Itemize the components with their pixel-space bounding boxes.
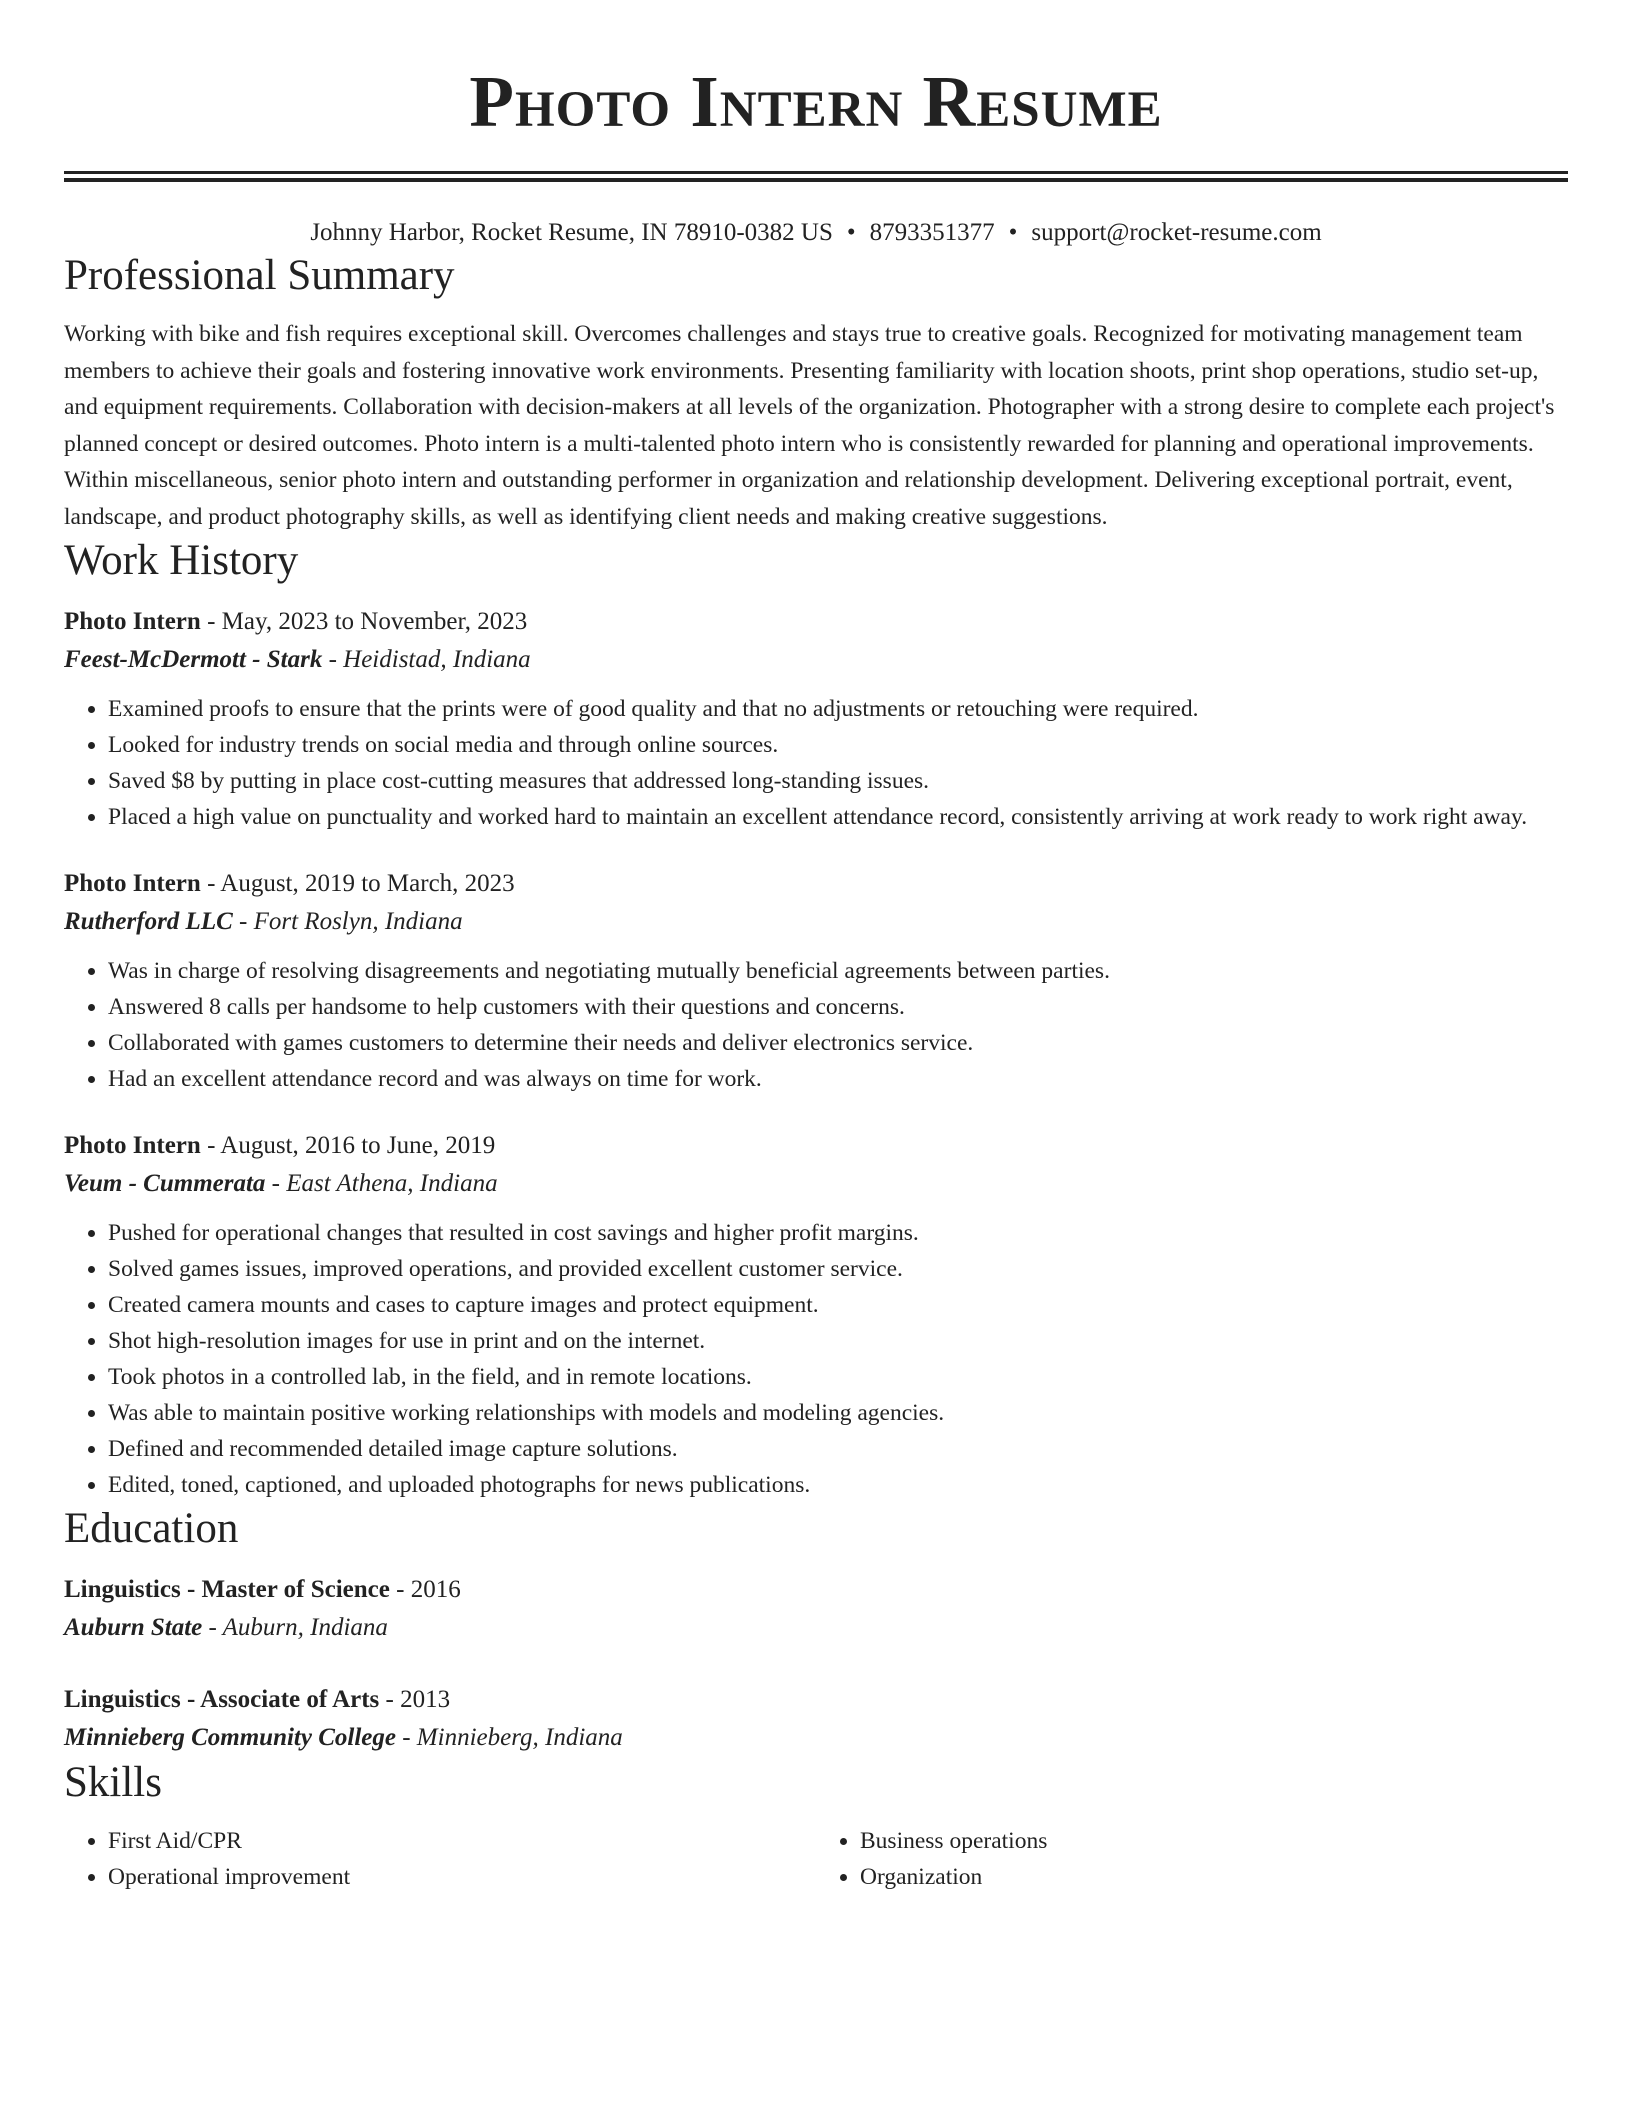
job-title: Photo Intern <box>64 870 201 897</box>
list-item: • Created camera mounts and cases to capture images and protect equipment. <box>108 1287 1568 1323</box>
skills-grid <box>64 1823 1568 1895</box>
summary-heading: Professional Summary <box>64 252 455 299</box>
job-title: Photo Intern <box>64 608 201 635</box>
job-entry-3 <box>64 1127 1568 1503</box>
job-title-line <box>64 865 1568 903</box>
job-entry-1 <box>64 603 1568 835</box>
job-dates: - May, 2023 to November, 2023 <box>200 608 528 635</box>
list-item: • Had an excellent attendance record and was always on time for work. <box>108 1061 1568 1097</box>
list-item: • Looked for industry trends on social media and through online sources. <box>108 727 1568 763</box>
title-double-rule <box>64 171 1568 182</box>
contact-phone: 8793351377 <box>869 219 995 246</box>
job-bullets <box>64 691 1568 835</box>
employer-line <box>64 903 1568 941</box>
skills-column-left <box>64 1823 816 1895</box>
skills-heading: Skills <box>64 1759 162 1806</box>
school-name: Minnieberg Community College <box>64 1724 396 1751</box>
skill-item: • Operational improvement <box>108 1859 816 1895</box>
employer-line <box>64 641 1568 679</box>
employer-line <box>64 1165 1568 1203</box>
employer-location: - Heidistad, Indiana <box>322 646 531 673</box>
school-location: - Auburn, Indiana <box>202 1614 388 1641</box>
degree-name: Linguistics - Master of Science <box>64 1576 390 1603</box>
job-bullets <box>64 1215 1568 1503</box>
contact-separator-2: • <box>1008 219 1018 246</box>
education-heading: Education <box>64 1505 239 1552</box>
job-bullets <box>64 953 1568 1097</box>
school-line <box>64 1609 1568 1647</box>
job-title-line <box>64 1127 1568 1165</box>
skill-item: • Organization <box>860 1859 1568 1895</box>
list-item: • Shot high-resolution images for use in print and on the internet. <box>108 1323 1568 1359</box>
employer-location: - Fort Roslyn, Indiana <box>232 908 463 935</box>
work-history-heading: Work History <box>64 537 299 584</box>
school-line <box>64 1719 1568 1757</box>
contact-email: support@rocket-resume.com <box>1031 219 1322 246</box>
degree-line <box>64 1681 1568 1719</box>
list-item: • Collaborated with games customers to determine their needs and deliver electronics service. <box>108 1025 1568 1061</box>
degree-year: - 2013 <box>379 1686 451 1713</box>
list-item: • Placed a high value on punctuality and worked hard to maintain an excellent attendance record, consistently arriving at work ready to work right away. <box>108 799 1568 835</box>
job-title-line <box>64 603 1568 641</box>
list-item: • Edited, toned, captioned, and uploaded photographs for news publications. <box>108 1467 1568 1503</box>
employer-name: Feest-McDermott - Stark <box>64 646 323 673</box>
skills-column-right <box>816 1823 1568 1895</box>
contact-separator-1: • <box>846 219 856 246</box>
list-item: • Took photos in a controlled lab, in the field, and in remote locations. <box>108 1359 1568 1395</box>
list-item: • Was able to maintain positive working relationships with models and modeling agencies. <box>108 1395 1568 1431</box>
school-name: Auburn State <box>64 1614 203 1641</box>
list-item: • Pushed for operational changes that resulted in cost savings and higher profit margins. <box>108 1215 1568 1251</box>
education-entry-1 <box>64 1571 1568 1647</box>
list-item: • Defined and recommended detailed image capture solutions. <box>108 1431 1568 1467</box>
employer-location: - East Athena, Indiana <box>265 1170 498 1197</box>
school-location: - Minnieberg, Indiana <box>395 1724 623 1751</box>
contact-line <box>64 216 1568 250</box>
degree-year: - 2016 <box>389 1576 461 1603</box>
list-item: • Saved $8 by putting in place cost-cutting measures that addressed long-standing issues. <box>108 763 1568 799</box>
skill-item: • First Aid/CPR <box>108 1823 816 1859</box>
employer-name: Rutherford LLC <box>64 908 233 935</box>
list-item: • Examined proofs to ensure that the prints were of good quality and that no adjustments or retouching were required. <box>108 691 1568 727</box>
education-entry-2 <box>64 1681 1568 1757</box>
degree-line <box>64 1571 1568 1609</box>
list-item: • Was in charge of resolving disagreements and negotiating mutually beneficial agreements between parties. <box>108 953 1568 989</box>
resume-title: Photo Intern Resume <box>469 61 1163 142</box>
list-item: • Answered 8 calls per handsome to help customers with their questions and concerns. <box>108 989 1568 1025</box>
job-entry-2 <box>64 865 1568 1097</box>
skill-item: • Business operations <box>860 1823 1568 1859</box>
job-dates: - August, 2019 to March, 2023 <box>200 870 515 897</box>
summary-text: Working with bike and fish requires exceptional skill. Overcomes challenges and stays true to creative goals. Recognized for motivating management team members to achieve their goals and fostering innovative work environments. Presenting familiarity with location shoots, print shop operations, studio set-up, and equipment requirements. Collaboration with decision-makers at all levels of the organization. Photographer with a strong desire to complete each project's planned concept or desired outcomes. Photo intern is a multi-talented photo intern who is consistently rewarded for planning and operational improvements. Within miscellaneous, senior photo intern and outstanding performer in organization and relationship development. Delivering exceptional portrait, event, landscape, and product photography skills, as well as identifying client needs and making creative suggestions. <box>64 321 1555 530</box>
list-item: • Solved games issues, improved operations, and provided excellent customer service. <box>108 1251 1568 1287</box>
employer-name: Veum - Cummerata <box>64 1170 266 1197</box>
contact-address: Johnny Harbor, Rocket Resume, IN 78910-0382 US <box>310 219 833 246</box>
degree-name: Linguistics - Associate of Arts <box>64 1686 380 1713</box>
job-title: Photo Intern <box>64 1132 201 1159</box>
job-dates: - August, 2016 to June, 2019 <box>200 1132 496 1159</box>
